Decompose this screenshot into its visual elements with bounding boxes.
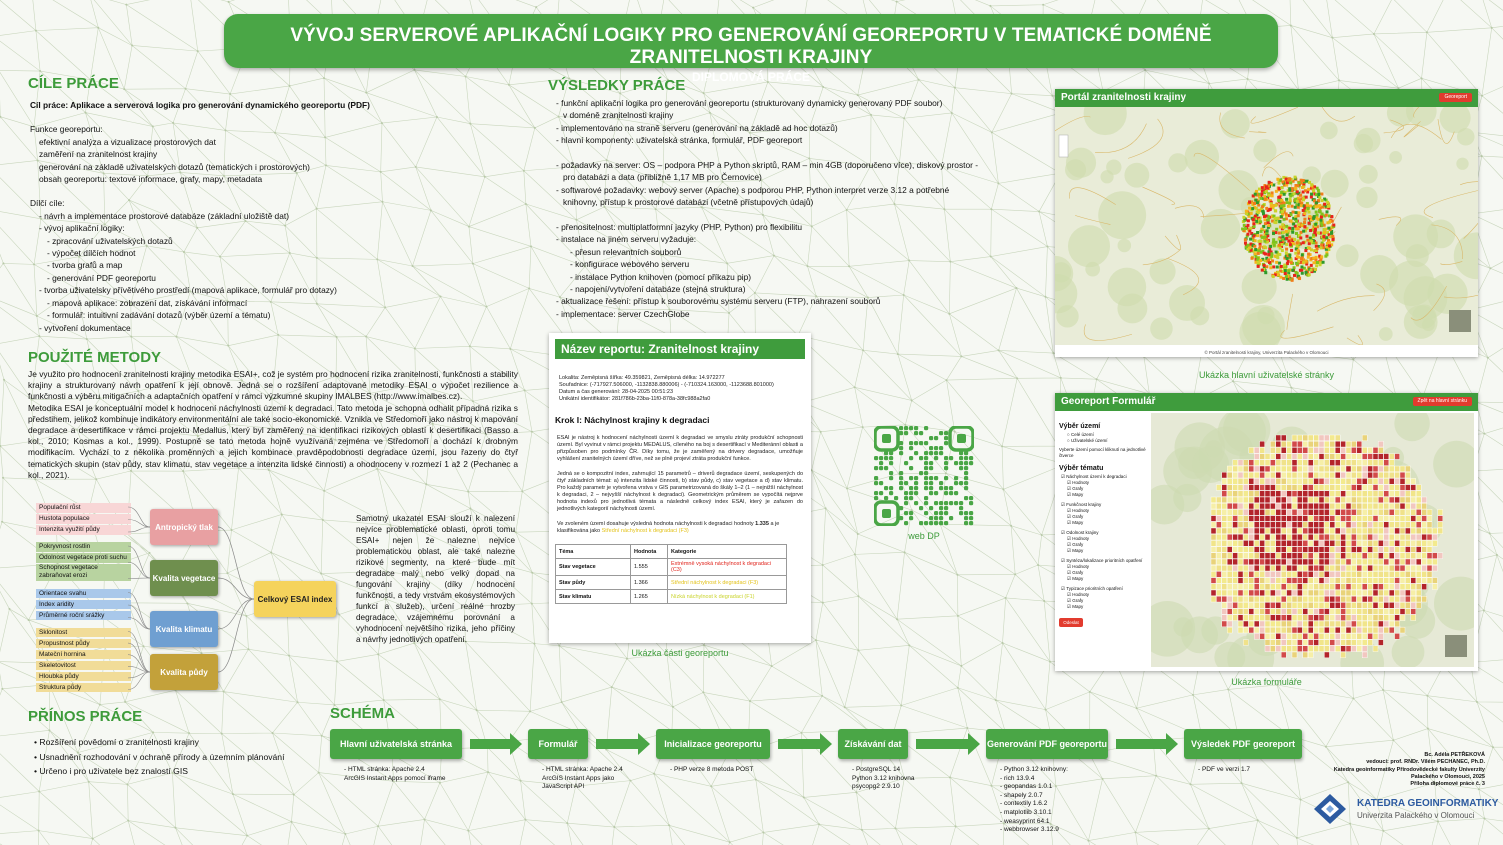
esai-indicator: Struktura půdy	[36, 683, 131, 693]
esai-indicator: Orientace svahu	[36, 589, 131, 599]
dilci-item: - mapová aplikace: zobrazení dat, získávání informací	[47, 297, 248, 308]
vysledky-item: - softwarové požadavky: webový server (Apache) s podporou PHP, Python interpret verze 3.12 a potřebné	[556, 184, 950, 195]
esai-group-box: Antropický tlak	[150, 509, 218, 545]
sub-checkbox[interactable]: ☑ Grafy	[1067, 570, 1084, 575]
schema-note: - matplotlib 3.10.1	[1000, 808, 1052, 816]
dilci-item: - návrh a implementace prostorové databáze (základní uložiště dat)	[39, 210, 289, 221]
report-cell-kategorie: Střední náchylnost k degradaci (F3)	[668, 576, 787, 590]
esai-center-box: Celkový ESAI index	[254, 581, 336, 617]
logo-line2: Univerzita Palackého v Olomouci	[1357, 811, 1475, 820]
report-title: Název reportu: Zranitelnost krajiny	[555, 339, 805, 359]
prinos-list	[34, 735, 284, 779]
topic-group	[1059, 474, 1147, 498]
radio-option[interactable]: ○ Celé území	[1067, 432, 1094, 437]
metody-para3: Samotný ukazatel ESAI slouží k nalezení nejvíce problematické oblasti, oproti tomu ESAI+ nejen že nalezne nejvíce problematickou oblast, ale také nalezne rizikové segmenty, na které bude mít degradace malý nebo velký dopad na fungování krajiny (díky hodnocení funkčnosti, a tedy vrstvám ekosystémových funkcí a služeb), určení reálné hrozby degradace, vzájemnému porovnání a vyhodnocení největšího rizika, jeho příčiny a návrhy jednotlivých opatření.	[356, 514, 515, 644]
schema-note: Python 3.12 knihovna	[852, 774, 915, 782]
report-table-header: Téma	[556, 545, 631, 559]
vysledky-item: v doméně zranitelnosti krajiny	[563, 110, 674, 121]
report-preview	[549, 333, 811, 643]
schema-notes	[1198, 766, 1250, 775]
spacer	[556, 147, 1036, 159]
report-table	[555, 544, 787, 604]
radio-option[interactable]: ○ Uživatelské území	[1067, 438, 1108, 443]
sub-checkbox[interactable]: ☑ Grafy	[1067, 542, 1084, 547]
report-meta-line: Souřadnice: (-717927.506000, -1132838.880006) - (-710324.163000, -1123688.801000)	[559, 382, 774, 388]
form-sidebar	[1059, 417, 1147, 627]
esai-indicator: Populační růst	[36, 503, 131, 513]
esai-group-box: Kvalita vegetace	[150, 560, 218, 596]
form-sec2: Výběr tématu	[1059, 465, 1104, 472]
katedra-logo	[1312, 792, 1499, 826]
dilci-item: - výpočet dílčích hodnot	[47, 248, 136, 259]
report-table-head	[556, 545, 787, 559]
sub-checkbox[interactable]: ☑ Grafy	[1067, 486, 1084, 491]
portal-titlebar	[1055, 89, 1478, 107]
topic-checkbox[interactable]: ☑ Funkčnost krajiny	[1061, 502, 1102, 507]
esai-group-box: Kvalita klimatu	[150, 611, 218, 647]
schema-step: Inicializace georeportu	[656, 729, 770, 759]
table-row	[556, 590, 787, 604]
sub-checkbox[interactable]: ☑ Hodnoty	[1067, 536, 1090, 541]
flow-arrow-icon	[916, 732, 980, 756]
portal-title: Portál zranitelnosti krajiny	[1061, 92, 1187, 103]
schema-notes	[344, 766, 446, 783]
esai-group-box: Kvalita půdy	[150, 654, 218, 690]
funkce-item: generování na základě uživatelských dotazů (tematických i prostorových)	[39, 161, 310, 172]
qr-code[interactable]	[874, 426, 974, 526]
georeport-button[interactable]: Georeport	[1439, 93, 1472, 102]
schema-note: ArcGIS Instant Apps jako	[542, 774, 615, 782]
esai-indicator: Hloubka půdy	[36, 672, 131, 682]
schema-notes	[542, 766, 623, 792]
topic-group	[1059, 586, 1147, 610]
back-button[interactable]: Zpět na hlavní stránku	[1413, 397, 1472, 406]
vysledky-heading: VÝSLEDKY PRÁCE	[548, 77, 686, 94]
esai-indicator: Hustota populace	[36, 514, 131, 524]
report-table-header: Hodnota	[631, 545, 668, 559]
submit-button[interactable]: Odeslat	[1059, 618, 1083, 627]
dilci-item: - tvorba grafů a map	[47, 260, 123, 271]
vysledky-list	[556, 97, 1036, 320]
metody-heading: POUŽITÉ METODY	[28, 349, 162, 366]
form-title: Georeport Formulář	[1061, 396, 1156, 407]
author-line: Palackého v Olomouci, 2025	[1411, 773, 1485, 780]
schema-step: Formulář	[528, 729, 588, 759]
portal-map[interactable]	[1055, 107, 1478, 345]
schema-note: - shapely 2.0.7	[1000, 791, 1043, 799]
esai-indicator: Pokryvnost rostlin	[36, 542, 131, 552]
form-hint: Vyberte území pomocí kliknutí na jednotlivé čtverce	[1059, 447, 1146, 458]
vysledky-item: - funkční aplikační logika pro generování georeportu (strukturovaný dynamicky generovaný PDF soubor)	[556, 98, 943, 108]
form-screenshot	[1055, 393, 1478, 671]
form-sec1: Výběr území	[1059, 423, 1101, 430]
prinos-item: • Rozšíření povědomí o zranitelnosti krajiny	[34, 737, 199, 747]
report-p3: Ve zvoleném území dosahuje výsledná hodnota náchylnosti k degradaci hodnoty	[557, 521, 754, 527]
esai-indicator: Sklonitost	[36, 628, 131, 638]
sub-checkbox[interactable]: ☑ Hodnoty	[1067, 564, 1090, 569]
esai-indicator: Intenzita využití půdy	[36, 525, 131, 535]
logo-line1: KATEDRA GEOINFORMATIKY	[1357, 798, 1499, 809]
report-cell-hodnota: 1.366	[631, 576, 668, 590]
sub-checkbox[interactable]: ☑ Hodnoty	[1067, 480, 1090, 485]
sub-checkbox[interactable]: ☑ Mapy	[1067, 520, 1084, 525]
dilci-item: - generování PDF georeportu	[47, 272, 156, 283]
report-krok: Krok I: Náchylnost krajiny k degradaci	[555, 415, 710, 425]
portal-screenshot	[1055, 89, 1478, 357]
dilci-item: - tvorba uživatelsky přívětivého prostředí (mapová aplikace, formulář pro dotazy)	[39, 285, 337, 296]
schema-note: - geopandas 1.0.1	[1000, 783, 1053, 791]
topic-group	[1059, 530, 1147, 554]
table-row	[556, 576, 787, 590]
report-cell-tema: Stav klimatu	[556, 590, 631, 604]
esai-indicator: Schopnost vegetace zabraňovat erozi	[36, 564, 131, 581]
schema-note: - PDF ve verzi 1.7	[1198, 766, 1251, 773]
poster-title: VÝVOJ SERVEROVÉ APLIKAČNÍ LOGIKY PRO GENEROVÁNÍ GEOREPORTU V TEMATICKÉ DOMÉNĚ ZRANITELNOSTI KRAJINY	[290, 25, 1212, 68]
dilci-item: - formulář: intuitivní zadávání dotazů (výběr území a tématu)	[47, 310, 271, 321]
metody-para2: Metodika ESAI je konceptuální model k hodnocení náchylnosti území k degradaci. Tato metoda je schopna odhalit případná rizika s předstihem, jelikož kombinuje indikátory environmentální ale také socio-ekonomické. Vznikla ve Středomoří jako nástroj k mapování degradace a desertifikace v rámci projektu Medallus, který byl zaměřený na identifikaci rizikových oblastí k desertifikaci (Basso a kol., 2010; Kosmas a kol., 1999). Postupně se tato metoda hojně využívaná zejména ve Středomoří a dochází k drobným modifikacím. Vychází to z několika proměnných a jejich kombinace pravděpodobnosti degradace území, jsou řazeny do čtyř tematických skupin (stav půdy, stav klimatu, stav vegetace a intenzita lidské činnosti) a ohodnoceny v rozmezí 1 až 2 (Pechanec a kol., 2021).	[28, 402, 518, 480]
schema-note: - PHP verze 8 metoda POST	[670, 766, 754, 773]
topic-checkbox[interactable]: ☑ Typizace prioritních opatření	[1061, 586, 1123, 591]
funkce-item: efektivní analýza a vizualizace prostorových dat	[39, 136, 216, 147]
author-block	[1300, 752, 1485, 788]
report-p2: Jedná se o kompozitní index, zahrnující 15 parametrů – driverů degradace území, seskupených do čtyř základních témat: a) intenzita lidské činnosti, b) stav půdy, c) stav vegetace a d) stav klimatu. Pro každý parametr je vytvořena vrstva v GIS parametrizovaná do škály 1–2 (1 – nejnižší náchylnost k degradaci, 2 – nejvyšší náchylnost k degradaci). Geometrickým průměrem se vypočítá nejprve hodnota indexů pro jednotlivá témata a následně celkový index ESAI, který je zařazen do jednotlivých kategorií náchylnosti území.	[557, 471, 803, 512]
sub-checkbox[interactable]: ☑ Mapy	[1067, 492, 1084, 497]
topic-group	[1059, 558, 1147, 582]
schema-note: psycopg2 2.9.10	[852, 783, 900, 791]
kgi-logo-icon	[1312, 792, 1348, 826]
schema-step: Získávání dat	[838, 729, 908, 759]
metody-para1: Je využito pro hodnocení zranitelnosti krajiny metodika ESAI+, což je systém pro hodnocení rizika zranitelnosti, funkčnosti a stability krajiny a strukturovaný návrh opatření k její obnově. Jedná se o rozšíření adaptované metodiky ESAI o výpočet rezilience a funkčnosti a výběru mitigačních a adaptačních opatření v rámci výzkumné skupiny IMALBES (http://www.imalbes.cz).	[28, 369, 518, 402]
qr-caption: web DP	[908, 531, 940, 541]
funkce-item: obsah georeportu: textové informace, grafy, mapy, metadata	[39, 174, 263, 185]
topic-checkbox[interactable]: ☑ Odolnost krajiny	[1061, 530, 1099, 535]
flow-arrow-icon	[1116, 732, 1178, 756]
report-table-header: Kategorie	[668, 545, 787, 559]
schema-note: - HTML stránka: Apache 2.4	[542, 766, 623, 773]
vysledky-item: - implementováno na straně serveru (generování na základě ad hoc dotazů)	[556, 122, 838, 133]
topic-checkbox[interactable]: ☑ Syntéza/lokalizace prioritních opatření	[1061, 558, 1143, 563]
vysledky-item: - přenositelnost: multiplatformní jazyky (PHP, Python) pro flexibilitu	[556, 222, 803, 233]
schema-note: ArcGIS Instant Apps pomocí iframe	[344, 774, 446, 782]
report-p3-class: Střední náchylnost k degradaci (F3)	[601, 528, 689, 534]
sub-checkbox[interactable]: ☑ Grafy	[1067, 514, 1084, 519]
dilci-item: - vývoj aplikační logiky:	[39, 223, 125, 234]
vysledky-item: - přesun relevantních souborů	[570, 246, 682, 257]
sub-checkbox[interactable]: ☑ Hodnoty	[1067, 592, 1090, 597]
esai-indicator: Průměrné roční srážky	[36, 611, 131, 621]
report-cell-kategorie: Extrémně vysoká náchylnost k degradaci (C3)	[668, 559, 787, 576]
report-cell-hodnota: 1.265	[631, 590, 668, 604]
title-banner	[224, 14, 1278, 84]
vysledky-item: - hlavní komponenty: uživatelská stránka, formulář, PDF georeport	[556, 135, 803, 146]
esai-indicator: Odolnost vegetace proti suchu	[36, 553, 131, 563]
report-cell-tema: Stav půdy	[556, 576, 631, 590]
flow-arrow-icon	[596, 732, 650, 756]
main-goal: Cíl práce: Aplikace a serverová logika pro generování dynamického georeportu (PDF)	[30, 100, 370, 110]
vysledky-item: - konfigurace webového serveru	[570, 259, 690, 270]
esai-indicator: Index aridity	[36, 600, 131, 610]
vysledky-item: - požadavky na server: OS – podpora PHP a Python skriptů, RAM – min 4GB (doporučeno více), diskový prostor -	[556, 160, 979, 171]
report-meta-line: Datum a čas generování: 28-04-2025 00:51:23	[559, 389, 674, 395]
sub-checkbox[interactable]: ☑ Mapy	[1067, 548, 1084, 553]
topic-checkbox[interactable]: ☑ Náchylnost území k degradaci	[1061, 474, 1127, 479]
report-caption: Ukázka části georeportu	[631, 648, 729, 658]
schema-step: Výsledek PDF georeport	[1184, 729, 1302, 759]
vysledky-item: - instalace Python knihoven (pomocí příkazu pip)	[570, 271, 752, 282]
report-meta	[559, 375, 801, 403]
schema-note: - contextily 1.6.2	[1000, 800, 1048, 808]
vysledky-item: pro databázi a data (přibližně 1,17 MB pro Černovice)	[563, 172, 762, 183]
sub-checkbox[interactable]: ☑ Mapy	[1067, 576, 1084, 581]
report-cell-kategorie: Nízká náchylnost k degradaci (F1)	[668, 590, 787, 604]
schema-notes	[852, 766, 915, 792]
flow-arrow-icon	[470, 732, 522, 756]
author-name: Bc. Adéla PETŘEKOVÁ	[1424, 752, 1485, 758]
flow-arrow-icon	[778, 732, 832, 756]
dilci-item: - vytvoření dokumentace	[39, 322, 131, 333]
vysledky-item: - napojení/vytvoření databáze (stejná struktura)	[570, 284, 746, 295]
portal-attrib: © Portál zranitelnosti krajiny, Univerzita Palackého v Olomouci	[1204, 350, 1329, 355]
spacer	[556, 209, 1036, 221]
funkce-heading: Funkce georeportu:	[30, 124, 103, 135]
author-line: vedoucí: prof. RNDr. Vilém PECHANEC, Ph.D.	[1366, 759, 1485, 766]
vysledky-item: - implementace: server CzechGlobe	[556, 308, 690, 319]
prinos-heading: PŘÍNOS PRÁCE	[28, 708, 143, 725]
form-caption: Ukázka formuláře	[1231, 677, 1302, 687]
author-line: Katedra geoinformatiky Přírodovědecké fakulty Univerzity	[1333, 766, 1485, 773]
prinos-item: • Určeno i pro uživatele bez znalostí GIS	[34, 766, 188, 776]
report-p3-value: 1.335	[755, 521, 769, 527]
form-map[interactable]	[1151, 413, 1474, 667]
schema-note: - Python 3.12 knihovny:	[1000, 766, 1068, 773]
report-meta-line: Unikátní identifikátor: 281f786b-23ba-11f0-878a-38fc988a2fa0	[559, 396, 711, 402]
report-cell-hodnota: 1.555	[631, 559, 668, 576]
author-line: Příloha diplomové práce č. 3	[1410, 781, 1485, 788]
report-meta-line: Lokalita: Zeměpisná šířka: 49.359821, Zeměpisná délka: 14.972277	[559, 375, 725, 381]
cile-heading: CÍLE PRÁCE	[28, 75, 119, 92]
schema-note: - weasyprint 64.1	[1000, 817, 1050, 825]
vysledky-item: - instalace na jiném serveru vyžaduje:	[556, 234, 697, 245]
report-p1: ESAI je nástroj k hodnocení náchylnosti území k degradaci ve smyslu ztráty produkční schopnosti území. Byl vyvinut v rámci projektu MEDALUS, cíleného na boj s desertifikací v Mediteránní oblasti a přizpůsoben pro podmínky ČR. Díky tomu, že je zaměřený na drivery degradace, umožňuje vyhlášení zranitelných území dříve, než se plně projeví ztráta produkční funkce.	[557, 435, 803, 462]
vysledky-item: knihovny, přístup k prostorové databázi (včetně přístupových údajů)	[563, 197, 814, 208]
schema-step: Generování PDF georeportu	[986, 729, 1108, 759]
poster-subtitle: DIPLOMOVÁ PRÁCE	[691, 70, 810, 84]
report-p3b: a je klasifikována jako	[557, 521, 780, 534]
esai-indicator: Propustnost půdy	[36, 639, 131, 649]
schema-heading: SCHÉMA	[330, 705, 396, 722]
prinos-item: • Usnadnění rozhodování v ochraně přírody a územním plánování	[34, 751, 285, 762]
topic-group	[1059, 502, 1147, 526]
esai-indicator: Mateční hornina	[36, 650, 131, 660]
sub-checkbox[interactable]: ☑ Grafy	[1067, 598, 1084, 603]
report-cell-tema: Stav vegetace	[556, 559, 631, 576]
vysledky-item: - aktualizace řešení: přístup k souborovému systému serveru (FTP), nahrazení souborů	[556, 296, 881, 307]
schema-notes	[670, 766, 753, 775]
dilci-item: - zpracování uživatelských dotazů	[47, 235, 173, 246]
portal-caption: Ukázka hlavní uživatelské stránky	[1198, 370, 1335, 380]
schema-note: - rich 13.9.4	[1000, 774, 1035, 782]
schema-note: - HTML stránka: Apache 2.4	[344, 766, 425, 773]
table-row	[556, 559, 787, 576]
schema-note: - webbrowser 3.12.9	[1000, 826, 1059, 834]
esai-indicator: Skeletovitost	[36, 661, 131, 671]
schema-step: Hlavní uživatelská stránka	[330, 729, 462, 759]
form-titlebar	[1055, 393, 1478, 411]
schema-note: - PostgreSQL 14	[852, 766, 901, 773]
dilci-heading: Dílčí cíle:	[30, 198, 65, 209]
funkce-item: zaměření na zranitelnost krajiny	[39, 149, 158, 160]
schema-note: JavaScript API	[542, 783, 585, 791]
sub-checkbox[interactable]: ☑ Hodnoty	[1067, 508, 1090, 513]
sub-checkbox[interactable]: ☑ Mapy	[1067, 604, 1084, 609]
schema-notes	[1000, 766, 1068, 835]
